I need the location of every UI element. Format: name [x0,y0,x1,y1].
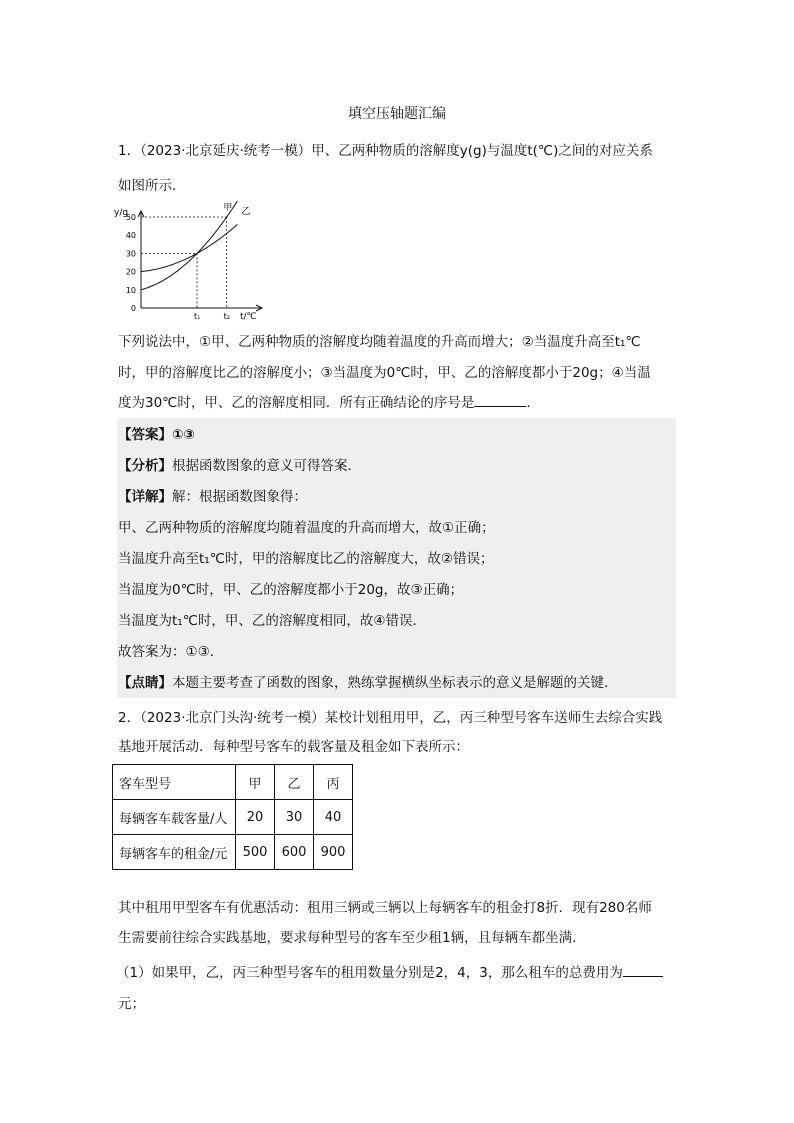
q1-stem-line2: 如图所示． [118,178,186,194]
detail-step-3: 当温度为0℃时，甲、乙的溶解度都小于20g，故③正确； [118,582,464,598]
q2-stem-line1: 2．（2023·北京门头沟·统考一模）某校计划租用甲，乙，丙三种型号客车送师生去综合实践 [118,710,663,726]
answer-blank [623,964,663,977]
x-tick-label: t₁ [194,312,201,321]
series-line-yi [141,225,237,272]
detail-step-2: 当温度升高至t₁℃时，甲的溶解度比乙的溶解度大，故②错误； [118,551,494,567]
x-tick-label: t₂ [223,312,231,321]
table-row [113,800,353,835]
table-header-row [113,765,353,800]
table-cell: 丙 [314,765,353,800]
table-cell: 900 [314,835,353,870]
x-axis-label: t/℃ [240,312,257,322]
q1-statement-line2: 时，甲的溶解度比乙的溶解度小；③当温度为0℃时，甲、乙的溶解度都小于20g；④当温 [118,365,651,381]
q1-stem-line1: 1．（2023·北京延庆·统考一模）甲、乙两种物质的溶解度y(g)与温度t(℃)之间的对应关系 [118,143,653,159]
detail-step-4: 当温度为t₁℃时，甲、乙的溶解度相同，故④错误． [118,613,426,629]
table-cell: 甲 [236,765,275,800]
series-label: 甲 [223,203,233,213]
y-tick-label: 50 [125,213,136,222]
table-cell: 乙 [275,765,314,800]
comment-line: 【点睛】本题主要考查了函数的图象，熟练掌握横纵坐标表示的意义是解题的关键． [118,675,618,691]
table-row [113,835,353,870]
table-cell: 客车型号 [113,765,236,800]
page-title: 填空压轴题汇编 [348,106,446,122]
q2-subquestion-1-end: 元； [118,996,145,1012]
table-cell: 20 [236,800,275,835]
y-tick-label: 30 [125,249,136,259]
y-tick-label: 10 [125,285,136,295]
y-tick-label: 40 [125,231,136,241]
answer-line: 【答案】①③ [118,427,195,443]
table-cell: 30 [275,800,314,835]
answer-blank [474,394,526,407]
detail-line: 【详解】解：根据函数图象得： [118,489,307,505]
table-cell: 每辆客车的租金/元 [113,835,236,870]
analysis-line: 【分析】根据函数图象的意义可得答案． [118,458,361,474]
table-cell: 40 [314,800,353,835]
series-line-jia [141,201,237,290]
bus-rental-table [112,764,353,870]
series-label: 乙 [241,207,251,217]
y-tick-label: 0 [130,304,136,313]
q2-stem-line4: 生需要前往综合实践基地，要求每种型号的客车至少租1辆，且每辆车都坐满． [118,930,586,946]
q2-stem-line2: 基地开展活动．每种型号客车的载客量及租金如下表所示： [118,739,469,755]
table-cell: 每辆客车载客量/人 [113,800,236,835]
q1-statement-line3: 度为30℃时，甲、乙的溶解度相同．所有正确结论的序号是 ． [118,395,540,411]
table-cell: 500 [236,835,275,870]
q2-subquestion-1: （1）如果甲，乙，丙三种型号客车的租用数量分别是2，4，3，那么租车的总费用为 [116,963,663,983]
detail-step-1: 甲、乙两种物质的溶解度均随着温度的升高而增大，故①正确； [118,520,495,536]
q2-stem-line3: 其中租用甲型客车有优惠活动：租用三辆或三辆以上每辆客车的租金打8折．现有280名师 [118,900,652,916]
solubility-chart [112,198,272,326]
y-axis-label: y/g [114,208,129,218]
detail-conclusion: 故答案为：①③. [118,644,214,660]
q1-statement-line1: 下列说法中，①甲、乙两种物质的溶解度均随着温度的升高而增大；②当温度升高至t₁℃ [118,334,641,350]
y-tick-label: 20 [125,267,136,277]
table-cell: 600 [275,835,314,870]
